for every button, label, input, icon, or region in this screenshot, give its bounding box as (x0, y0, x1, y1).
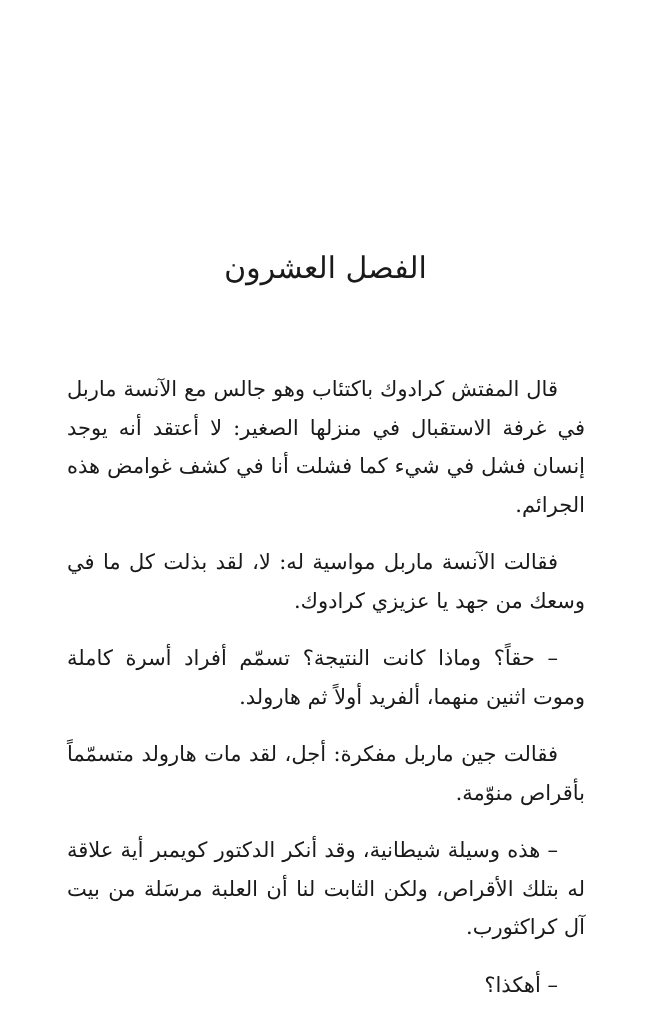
paragraph: فقالت جين ماربل مفكرة: أجل، لقد مات هارولد متسمّماً بأقراص منوّمة. (67, 742, 585, 805)
paragraph: فقالت الآنسة ماربل مواسية له: لا، لقد بذلت كل ما في وسعك من جهد يا عزيزي كرادوك. (67, 550, 585, 613)
chapter-title: الفصل العشرون (224, 251, 427, 286)
chapter-body (67, 370, 585, 1023)
paragraph: – حقاً؟ وماذا كانت النتيجة؟ تسمّم أفراد أسرة كاملة وموت اثنين منهما، ألفريد أولاً ثم هارولد. (67, 646, 585, 709)
paragraph: – هذه وسيلة شيطانية، وقد أنكر الدكتور كويمبر أية علاقة له بتلك الأقراص، ولكن الثابت لنا أن العلبة مرسَلة من بيت آل كراكثورب. (67, 838, 585, 939)
paragraph: قال المفتش كرادوك باكتئاب وهو جالس مع الآنسة ماربل في غرفة الاستقبال في منزلها الصغير: لا أعتقد أنه يوجد إنسان فشل في شيء كما فشلت أنا في كشف غوامض هذه الجرائم. (67, 377, 585, 517)
paragraph: – أهكذا؟ (484, 972, 558, 997)
